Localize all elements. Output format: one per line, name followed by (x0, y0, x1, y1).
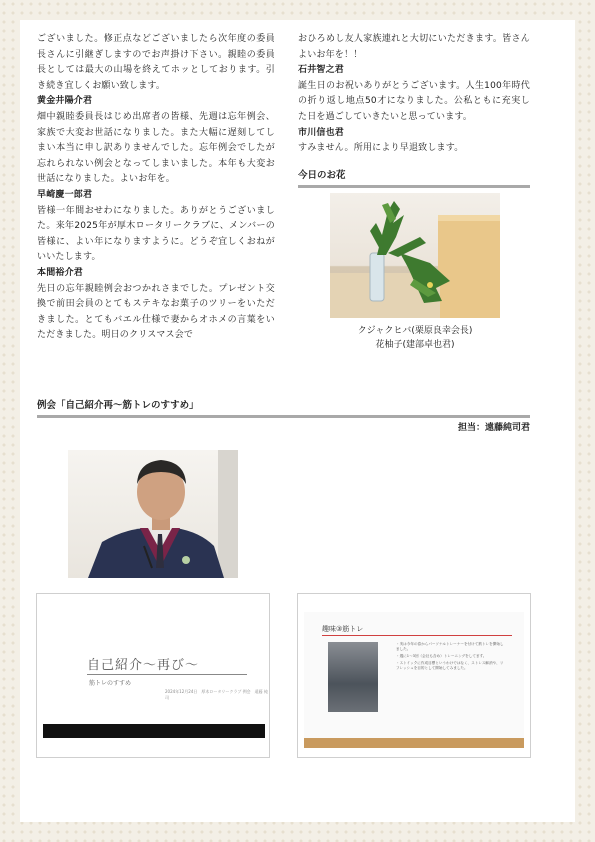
meeting-section-heading: 例会「自己紹介再～筋トレのすすめ」 (37, 398, 530, 418)
slide-bullet: ・週に1～3回（会社も含め）トレーニングをしてます。 (396, 654, 487, 658)
slide-title-rule (87, 674, 247, 675)
presenter-credit: 担当：遠藤純司君 (457, 423, 530, 433)
entry-text: 先日の忘年親睦例会おつかれさまでした。プレゼント交換で前田会員のとてもステキなお菓子のツリーをいただきました。とてもバエル仕様で妻からオホメの言葉をいただきました。明日のクリスマス会で (37, 283, 275, 341)
gym-photo (328, 642, 378, 712)
slide-meta: 2024年12月24日 厚木ロータリークラブ 例会 遠藤 純司 (165, 689, 268, 700)
content-slide (297, 593, 531, 758)
slide-title: 趣味③筋トレ (322, 625, 364, 633)
title-slide (36, 593, 270, 758)
flower-arrangement-photo (330, 193, 500, 318)
speaker-illustration (68, 450, 238, 578)
entry-name: 石井智之君 (298, 65, 345, 76)
left-intro-text: ございました。修正点などございましたら次年度の委員長さんに引継ぎしますのでお声掛け下さい。親睦の委員長としては最大の山場を終えてホッとしております。引き続き宜しくお願い致します。 (37, 34, 275, 91)
flower-caption-line1: クジャクヒバ(栗原良幸会長) (357, 326, 473, 336)
entry-text: 誕生日のお祝いありがとうございます。人生100年時代の折り返し地点50才になりました。公私ともに充実した日を過ごしていきたいと思っています。 (298, 80, 530, 122)
projector-screen (304, 612, 524, 748)
page-sheet (20, 20, 575, 822)
flower-caption (330, 324, 500, 352)
slide-title: 自己紹介～再び～ (87, 658, 200, 673)
right-column (298, 32, 530, 157)
entry-name: 市川信也君 (298, 127, 345, 138)
slide-bullet: ・ストイックに作成目標というわけではなく、ストレス解消や、リフレッシュを目的として開始してみました。 (396, 661, 504, 670)
entry-text: すみません。所用により早退致します。 (298, 143, 464, 154)
entry-name: 本間裕介君 (37, 267, 84, 278)
slide-title-rule (322, 635, 512, 636)
entry-text: 皆様一年間おせわになりました。ありがとうございました。来年2025年が厚木ロータリークラブに、メンバーの皆様に、よい年になりますように。どうぞ宜しくおねがいいたします。 (37, 205, 275, 263)
right-intro-text: おひろめし友人家族連れと大切にいただきます。皆さんよいお年を！！ (298, 34, 530, 60)
entry-name: 黄金井陽介君 (37, 96, 93, 107)
flower-section-heading: 今日のお花 (298, 168, 530, 188)
entry-name: 早崎慶一郎君 (37, 189, 93, 200)
speaker-photo (68, 450, 238, 578)
flower-caption-line2: 花柚子(建部卓也君) (375, 340, 455, 350)
slide-subtitle: 筋トレのすすめ (89, 680, 132, 687)
slide-bullet-list (396, 642, 506, 673)
slide-footer-bar (43, 724, 265, 738)
flower-illustration (330, 193, 500, 318)
entry-text: 畑中親睦委員長はじめ出席者の皆様、先週は忘年例会、家族で大変お世話になりました。また大幅に遅刻してしまい本当に申し訳ありませんでした。忘年例会でしたが忘れられない例会となってしまいました。本年も大変お世話になりました。よいお年を。 (37, 111, 275, 185)
slide-bullet: ・実は今年の春からパーソナルトレーナーを付けて筋トレを開始しました。 (396, 642, 504, 651)
left-column (37, 32, 275, 344)
